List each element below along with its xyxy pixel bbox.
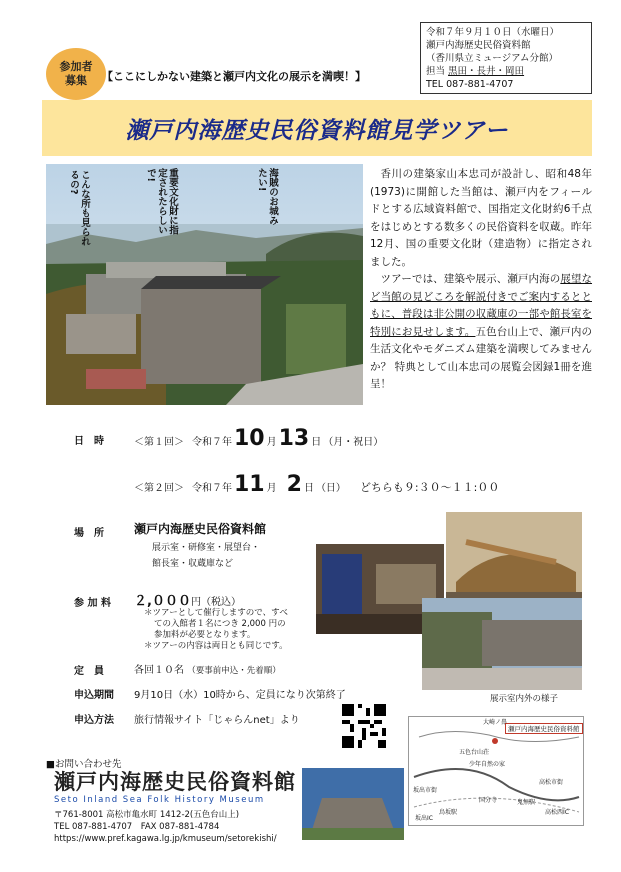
map-label-c: 高松市街	[539, 779, 564, 786]
map-label-h: 鳥坂駅	[439, 809, 458, 816]
schedule-round1: ＜第１回＞ 令和７年 10 月 13 日 （月・祝日）	[134, 426, 384, 451]
venue-label: 場 所	[74, 528, 104, 539]
description	[370, 166, 592, 394]
title-banner	[42, 100, 592, 156]
access-map	[408, 716, 584, 826]
description-p1: 香川の建築家山本忠司が設計し、昭和48年(1973)に開館した当館は、瀬戸内をフィールドとする広域資料館で、国指定文化財約6千点をはじめとする数多くの民俗資料を収蔵。昨年12月、国の重要文化財（建造物）に指定されました。	[370, 168, 592, 268]
building-illustration	[302, 768, 404, 840]
fee-label: 参 加 料	[74, 598, 111, 609]
schedule-round2: ＜第２回＞ 令和７年 11 月 2 日 （日） どちらも９:３０〜１１:００	[134, 472, 500, 497]
building-photo	[302, 768, 404, 840]
page-title: 瀬戸内海歴史民俗資料館見学ツアー	[125, 117, 509, 144]
callout-3: 海賊のお城みたい!	[256, 168, 278, 225]
map-label-museum: 瀬戸内海歴史民俗資料館	[505, 723, 583, 734]
venue-sub2: 館長室・収蔵庫など	[152, 559, 234, 569]
venue-name: 瀬戸内海歴史民俗資料館	[134, 522, 267, 536]
capacity-label: 定 員	[74, 666, 104, 677]
schedule-label: 日 時	[74, 436, 104, 447]
contact-title: ■お問い合わせ先	[46, 759, 122, 770]
info-org: 瀬戸内海歴史民俗資料館	[426, 40, 531, 51]
contact-url[interactable]: https://www.pref.kagawa.lg.jp/kmuseum/setorekishi/	[54, 834, 277, 844]
info-tel: TEL 087-881-4707	[426, 79, 514, 90]
exhibit-photo-3	[422, 598, 582, 690]
museum-aerial-illustration	[46, 164, 363, 405]
contact-address: 〒761-8001 高松市亀水町 1412-2(五色台山上)	[54, 810, 240, 820]
recruit-badge: 参加者 募集	[46, 48, 106, 100]
map-label-g: 高松西IC	[545, 809, 569, 816]
photo-caption: 展示室内外の様子	[490, 694, 559, 704]
capacity-value: 各回１０名 （要事前申込・先着順）	[134, 665, 281, 676]
map-label-a: 五色台山荘	[459, 749, 490, 756]
callout-2: 重要文化財に指定されたらしいで!	[145, 168, 178, 235]
info-box	[420, 22, 592, 94]
exhibit-illustration-3	[422, 598, 582, 690]
venue-sub1: 展示室・研修室・展望台・	[152, 543, 261, 553]
map-label-i: 坂出IC	[415, 815, 433, 822]
callout-1: こんな所も見られるの?	[68, 170, 90, 246]
map-label-f: 鬼無駅	[517, 799, 536, 806]
description-p2: ツアーでは、建築や展示、瀬戸内海の展望など当館の見どころを解説付きでご案内するとともに、普段は非公開の収蔵庫の一部や館長室を特別にお見せします。五色台山上で、瀬戸内の生活文化やモダニズム建築を満喫してみませんか？ 特典として山本忠司の展覧会図録1冊を進呈！	[370, 273, 593, 390]
museum-name-jp: 瀬戸内海歴史民俗資料館	[54, 770, 296, 794]
museum-aerial-photo	[46, 164, 363, 405]
qr-code-icon	[342, 704, 386, 748]
method-label: 申込方法	[74, 715, 114, 726]
fee-notes: ＊ツアーとして催行しますので、すべ ての入館者１名につき 2,000 円の 参加料が必要となります。 ＊ツアーの内容は両日とも同じです。	[144, 608, 288, 651]
period-label: 申込期間	[74, 690, 114, 701]
contact-phone: TEL 087-881-4707 FAX 087-881-4784	[54, 822, 220, 832]
exhibit-illustration-2	[446, 512, 582, 604]
map-label-b: 少年自然の家	[469, 761, 506, 768]
info-org-sub: （香川県立ミュージアム分館）	[426, 53, 558, 64]
tagline: 【ここにしかない建築と瀬戸内文化の展示を満喫！】	[102, 70, 366, 83]
info-contact-persons: 担当 黒田・長井・岡田	[426, 66, 525, 77]
exhibit-photo-2	[446, 512, 582, 604]
map-label-d: 坂出市街	[413, 787, 438, 794]
map-label-top: 大崎ノ鼻	[483, 719, 508, 726]
fee-value: ２,０００円（税込）	[134, 594, 241, 609]
method-value: 旅行情報サイト「じゃらんnet」より	[134, 715, 300, 726]
museum-name-en: Seto Inland Sea Folk History Museum	[54, 795, 265, 805]
info-date: 令和７年９月１０日（水曜日）	[426, 27, 560, 38]
period-value: 9月10日（水）10時から、定員になり次第終了	[134, 690, 346, 701]
qr-code[interactable]	[342, 704, 386, 748]
map-label-e: 国分寺	[479, 797, 498, 804]
